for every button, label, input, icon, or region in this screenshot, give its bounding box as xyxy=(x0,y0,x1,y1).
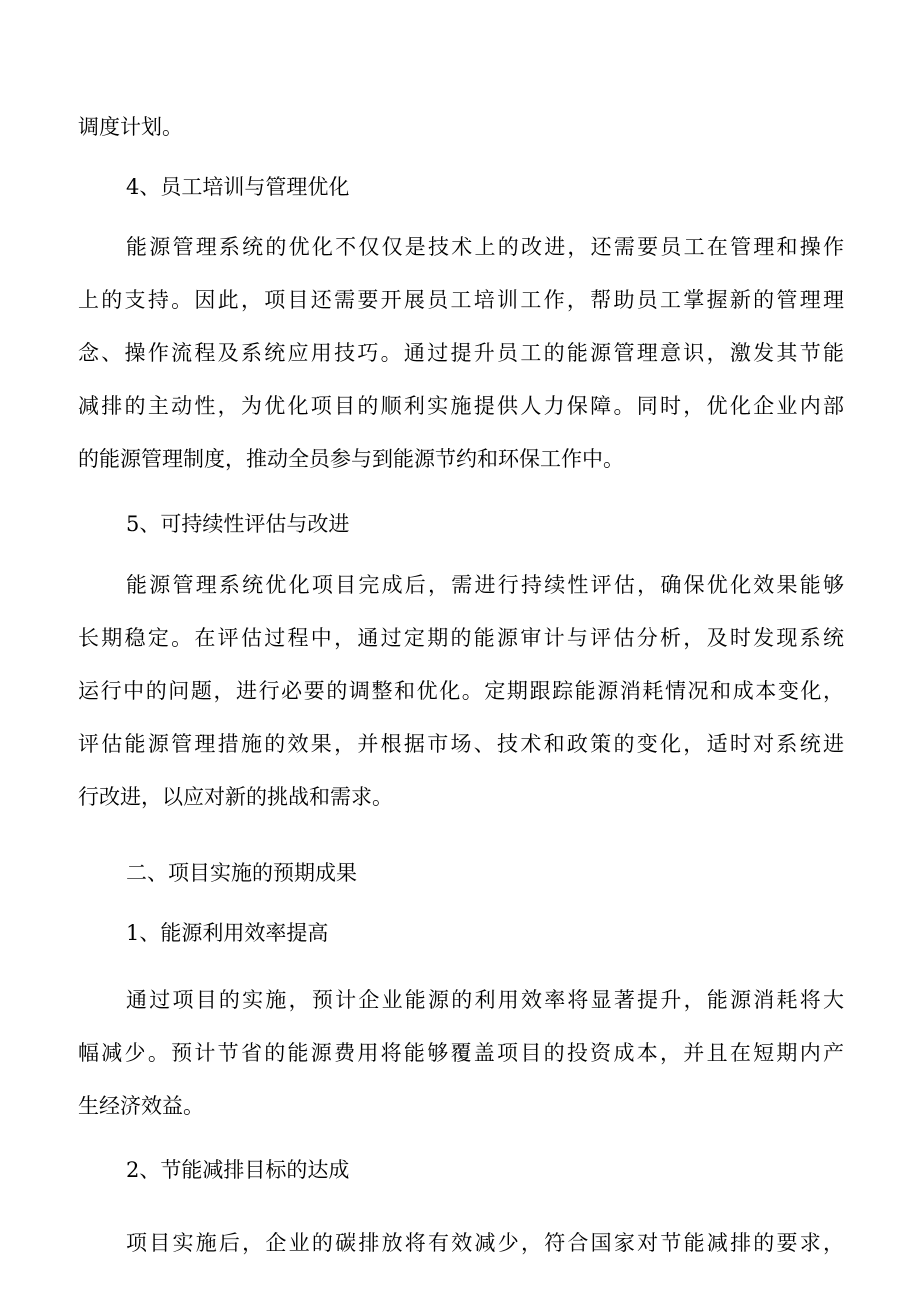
paragraph-line: 行改进，以应对新的挑战和需求。 xyxy=(78,785,393,809)
paragraph-line: 上的支持。因此，项目还需要开展员工培训工作，帮助员工掌握新的管理理 xyxy=(78,288,844,312)
paragraph-line: 的能源管理制度，推动全员参与到能源节约和环保工作中。 xyxy=(78,447,624,471)
paragraph-line: 生经济效益。 xyxy=(78,1094,204,1118)
paragraph-line: 评估能源管理措施的效果，并根据市场、技术和政策的变化，适时对系统进 xyxy=(78,732,844,756)
paragraph-line: 能源管理系统优化项目完成后，需进行持续性评估，确保优化效果能够 xyxy=(126,573,844,597)
section-heading-emission-targets: 2、节能减排目标的达成 xyxy=(126,1158,350,1182)
paragraph-line: 念、操作流程及系统应用技巧。通过提升员工的能源管理意识，激发其节能 xyxy=(78,341,844,365)
paragraph-line: 长期稳定。在评估过程中，通过定期的能源审计与评估分析，及时发现系统 xyxy=(78,626,844,650)
paragraph-line: 减排的主动性，为优化项目的顺利实施提供人力保障。同时，优化企业内部 xyxy=(78,394,844,418)
section-heading-energy-efficiency: 1、能源利用效率提高 xyxy=(126,921,329,945)
paragraph-line: 能源管理系统的优化不仅仅是技术上的改进，还需要员工在管理和操作 xyxy=(126,235,844,259)
paragraph-line: 通过项目的实施，预计企业能源的利用效率将显著提升，能源消耗将大 xyxy=(126,988,844,1012)
paragraph-line: 项目实施后，企业的碳排放将有效减少，符合国家对节能减排的要求， xyxy=(126,1231,844,1255)
section-heading-staff-training: 4、员工培训与管理优化 xyxy=(126,175,350,199)
section-heading-sustainability: 5、可持续性评估与改进 xyxy=(126,512,350,536)
continuation-line: 调度计划。 xyxy=(78,115,183,139)
paragraph-line: 运行中的问题，进行必要的调整和优化。定期跟踪能源消耗情况和成本变化， xyxy=(78,679,844,703)
chapter-heading-expected-results: 二、项目实施的预期成果 xyxy=(126,861,357,885)
paragraph-line: 幅减少。预计节省的能源费用将能够覆盖项目的投资成本，并且在短期内产 xyxy=(78,1041,844,1065)
